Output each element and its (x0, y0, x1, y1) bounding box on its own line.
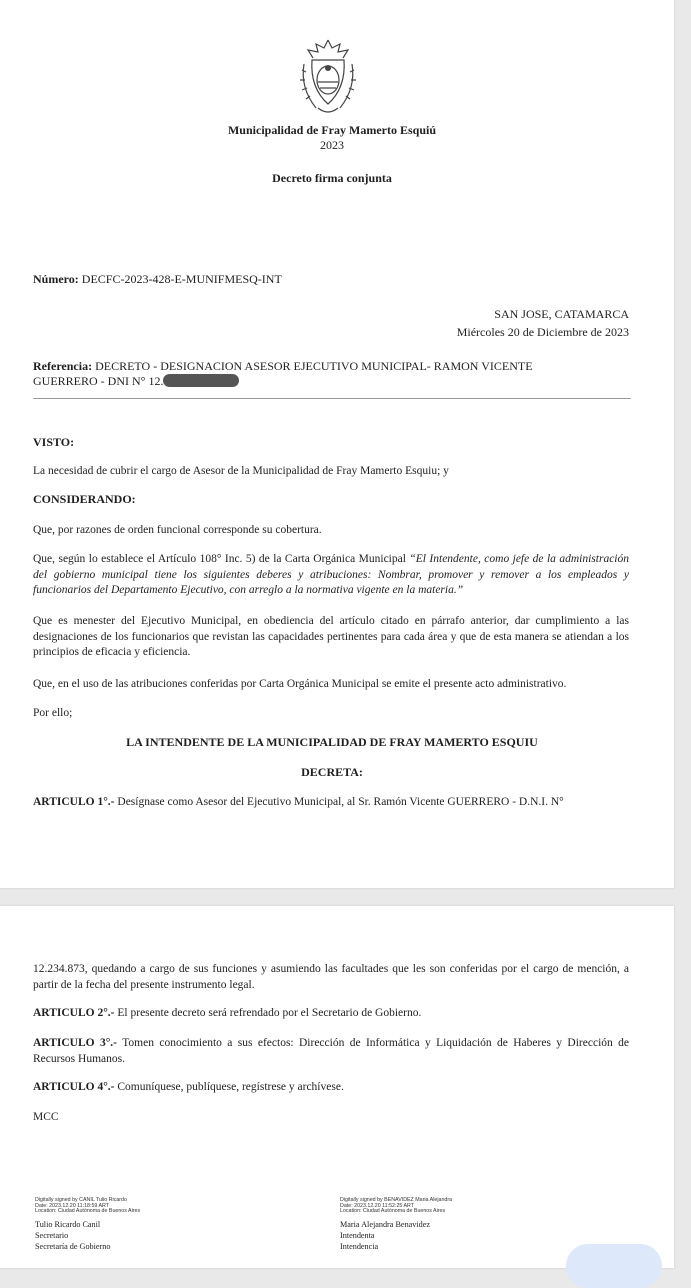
date: Miércoles 20 de Diciembre de 2023 (456, 325, 629, 339)
considerando-p2 (33, 552, 629, 599)
reference-line1: DECRETO - DESIGNACION ASESOR EJECUTIVO MUNICIPAL- RAMON VICENTE (95, 359, 533, 373)
signature-right-office: Intendencia (340, 1241, 379, 1251)
signature-left-office: Secretaría de Gobierno (35, 1241, 111, 1251)
divider (33, 398, 631, 399)
signature-right-role: Intendenta (340, 1230, 375, 1240)
article-1-text: Desígnase como Asesor del Ejecutivo Municipal, al Sr. Ramón Vicente GUERRERO - D.N.I. N° (117, 796, 564, 808)
signature-right-digital-line: Digitally signed by BENAVIDEZ Maria Alejandra (340, 1197, 453, 1203)
article-4-label: ARTICULO 4°.- (33, 1081, 115, 1093)
considerando-p4: Que, en el uso de las atribuciones conferidas por Carta Orgánica Municipal se emite el presente acto administrativo. (33, 678, 567, 690)
reference-label: Referencia: (33, 359, 93, 373)
document-number (33, 272, 282, 287)
number-label: Número: (33, 272, 79, 286)
initials: MCC (33, 1111, 59, 1123)
article-3-text: Tomen conocimiento a sus efectos: Dirección de Informática y Liquidación de Haberes y Dirección de Recursos Humanos. (33, 1037, 629, 1065)
considerando-p1: Que, por razones de orden funcional corresponde su cobertura. (33, 524, 322, 536)
signature-left-name: Tulio Ricardo Canil (35, 1219, 101, 1229)
institution-name: Municipalidad de Fray Mamerto Esquiú (227, 123, 436, 137)
signature-left-digital-line: Location: Ciudad Autónoma de Buenos Aires (35, 1208, 141, 1215)
reference-line2: GUERRERO - DNI N° 12. (33, 374, 164, 388)
document-type: Decreto firma conjunta (272, 171, 392, 185)
article-1-label: ARTICULO 1°.- (33, 796, 115, 808)
floating-action-bubble[interactable] (566, 1244, 662, 1288)
municipal-coat-of-arms-icon (296, 38, 360, 120)
considerando-title: CONSIDERANDO: (33, 492, 136, 506)
signature-left-digital-line: Date: 2023.12.20 11:18:59 ART (35, 1202, 110, 1209)
signature-left-digital-line: Digitally signed by CANIL Tulio Ricardo (35, 1197, 127, 1203)
signature-left-role: Secretario (35, 1230, 69, 1240)
signature-left (35, 1198, 235, 1252)
signature-right-digital-line: Location: Ciudad Autónoma de Buenos Aires (340, 1208, 446, 1215)
article-2 (33, 1006, 629, 1022)
article-4-text: Comuníquese, publíquese, regístrese y archívese. (117, 1081, 344, 1093)
p2-start: Que, según lo establece el Artículo 108° Inc. 5) de la Carta Orgánica Municipal (33, 553, 410, 565)
article-1 (33, 795, 629, 811)
article-3 (33, 1036, 629, 1067)
document-year: 2023 (320, 138, 344, 152)
signature-right-name: Maria Alejandra Benavidez (340, 1219, 431, 1229)
decreta-heading: DECRETA: (301, 765, 363, 779)
place: SAN JOSE, CATAMARCA (494, 307, 629, 321)
authority-heading: LA INTENDENTE DE LA MUNICIPALIDAD DE FRAY MAMERTO ESQUIU (126, 735, 538, 749)
article-4 (33, 1080, 629, 1096)
signature-right-digital-line: Date: 2023.12.20 11:52:25 ART (340, 1202, 415, 1209)
visto-title: VISTO: (33, 435, 75, 449)
article-2-label: ARTICULO 2°.- (33, 1007, 115, 1019)
signature-right (340, 1198, 560, 1252)
article-2-text: El presente decreto será refrendado por el Secretario de Gobierno. (117, 1007, 422, 1019)
p2-quote: “El Intendente, como jefe de la administración del gobierno municipal tiene los siguientes deberes y atribuciones: Nombrar, promover y remover a los empleados y funcionarios del Departamento Ejecutivo, con arreglo a la normativa vigente en la materia.” (33, 553, 629, 596)
visto-text: La necesidad de cubrir el cargo de Asesor de la Municipalidad de Fray Mamerto Esquiu; y (33, 465, 449, 477)
number-value: DECFC-2023-428-E-MUNIFMESQ-INT (81, 272, 282, 286)
considerando-p5: Por ello; (33, 707, 73, 719)
article-1-continuation: 12.234.873, quedando a cargo de sus funciones y asumiendo las facultades que les son conferidas por el cargo de mención, a partir de la fecha del presente instrumento legal. (33, 963, 629, 991)
document-page-2 (0, 906, 674, 1268)
reference-block (33, 359, 633, 389)
considerando-p3: Que es menester del Ejecutivo Municipal, en obediencia del artículo citado en párrafo anterior, dar cumplimiento a las designaciones de los funcionarios que revistan las capacidades pertinentes para cada área y que de esta manera se atiendan a los principios de eficacia y eficiencia. (33, 615, 629, 658)
article-3-label: ARTICULO 3°.- (33, 1037, 118, 1049)
redaction-mark (163, 374, 239, 387)
